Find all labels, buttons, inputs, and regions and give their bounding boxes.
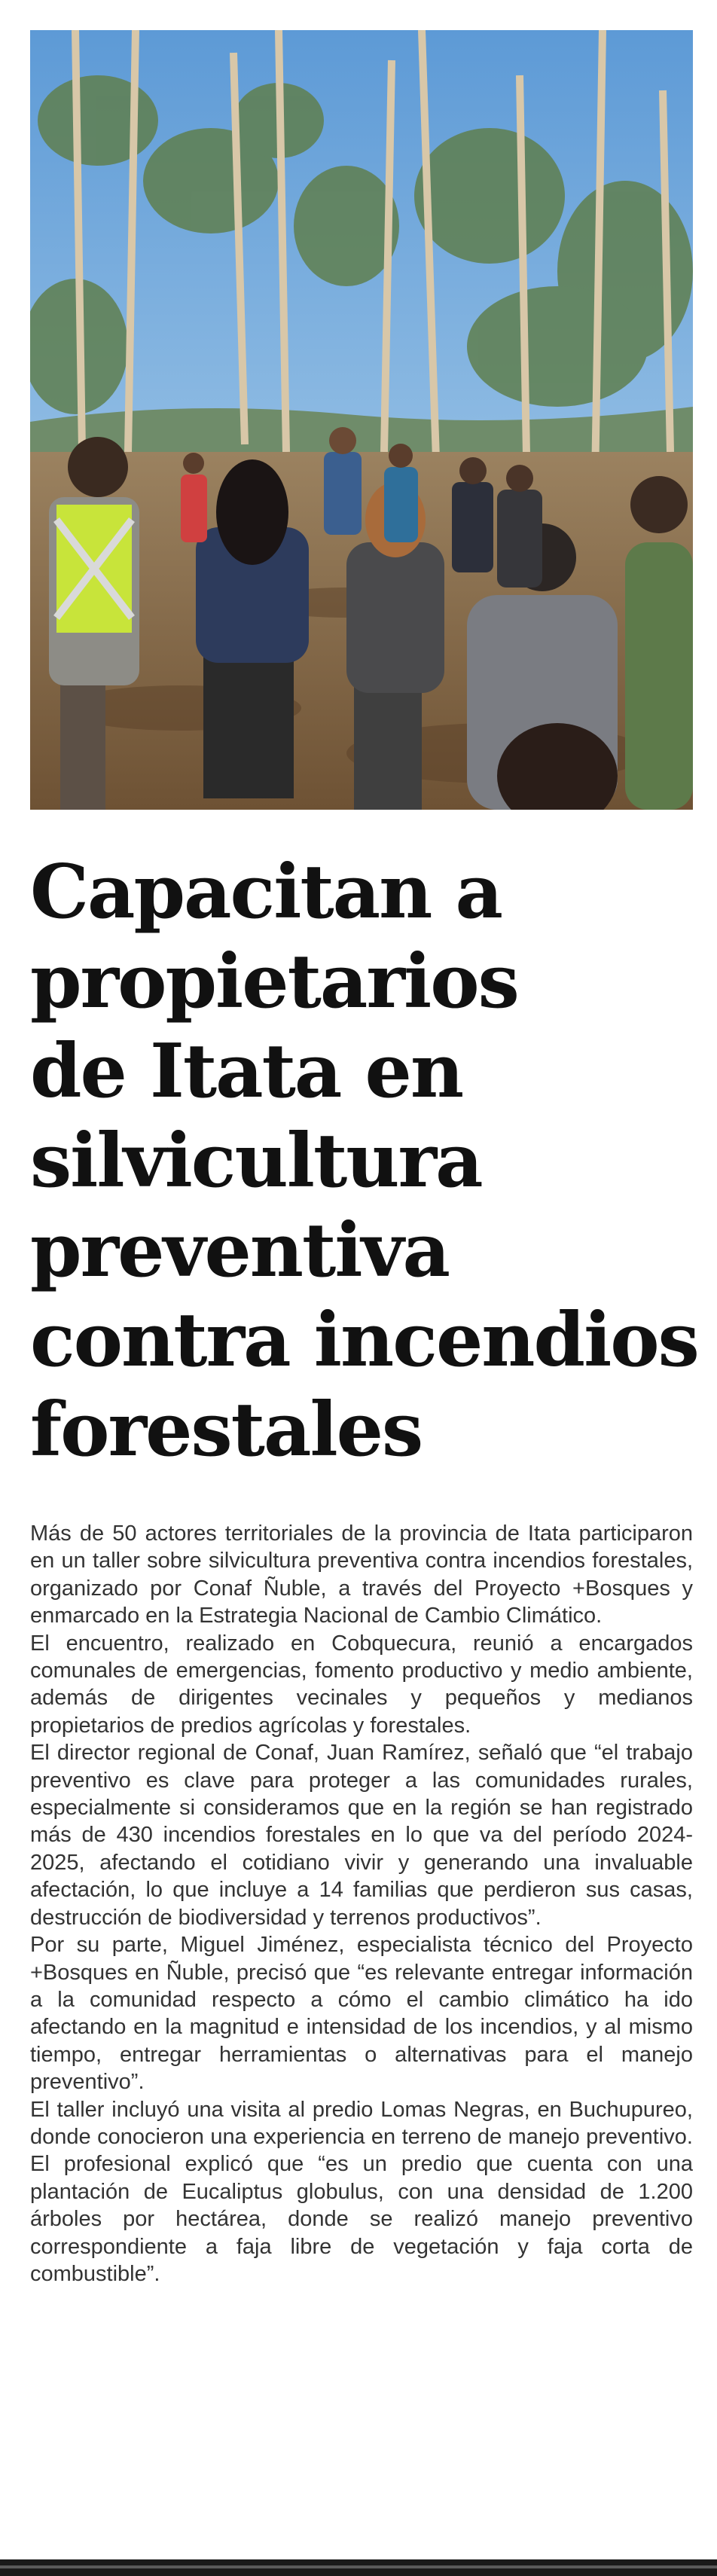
article-photo [30, 30, 693, 810]
headline-line: contra incendios [30, 1297, 698, 1384]
border-inner-line [0, 2565, 717, 2568]
page-bottom-border [0, 2559, 717, 2576]
headline-line: Capacitan a [30, 849, 502, 935]
body-paragraph: Por su parte, Miguel Jiménez, especialista técnico del Proyecto +Bosques en Ñuble, precisó que “es relevante entregar información a la comunidad respecto a cómo el cambio climático ha ido afectando en la magnitud e intensidad de los incendios, y al mismo tiempo, entregar herramientas o alternativas para el manejo preventivo”. [30, 1933, 693, 2095]
headline-line: preventiva [30, 1207, 449, 1294]
article-body [30, 1520, 693, 2288]
article-headline [30, 847, 708, 1475]
headline-line: forestales [30, 1387, 423, 1473]
body-paragraph: Más de 50 actores territoriales de la provincia de Itata participaron en un taller sobre silvicultura preventiva contra incendios forestales, organizado por Conaf Ñuble, a través del Proyecto +Bosques y enmarcado en la Estrategia Nacional de Cambio Climático. [30, 1521, 693, 1628]
headline-line: de Itata en [30, 1028, 463, 1115]
body-paragraph: El director regional de Conaf, Juan Ramírez, señaló que “el trabajo preventivo es clave para proteger a las comunidades rurales, especialmente si consideramos que en la región se han registrado más de 430 incendios forestales en lo que va del período 2024-2025, afectando el cotidiano vivir y generando una invaluable afectación, lo que incluye a 14 familias que perdieron sus casas, destrucción de biodiversidad y terrenos productivos”. [30, 1741, 693, 1930]
headline-line: silvicultura [30, 1118, 482, 1204]
body-paragraph: El taller incluyó una visita al predio Lomas Negras, en Buchupureo, donde conocieron una experiencia en terreno de manejo preventivo. El profesional explicó que “es un predio que cuenta con una plantación de Eucaliptus globulus, con una densidad de 1.200 árboles por hectárea, donde se realizó manejo preventivo correspondiente a faja libre de vegetación y faja corta de combustible”. [30, 2097, 693, 2286]
body-paragraph: El encuentro, realizado en Cobquecura, reunió a encargados comunales de emergencias, fomento productivo y medio ambiente, además de dirigentes vecinales y pequeños y medianos propietarios de predios agrícolas y forestales. [30, 1631, 693, 1738]
headline-line: propietarios [30, 939, 518, 1025]
